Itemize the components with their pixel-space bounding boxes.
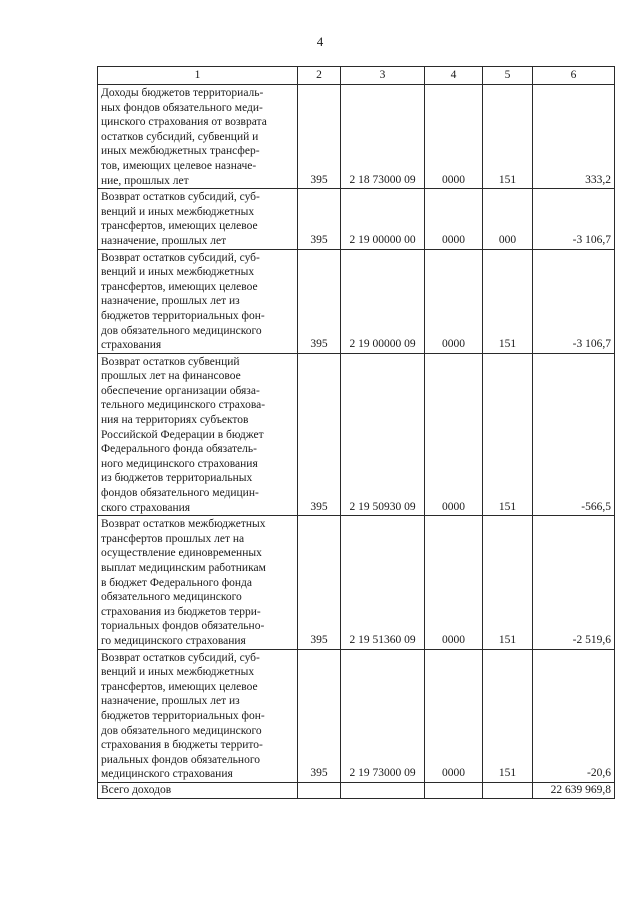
table-row	[98, 189, 615, 249]
column-header: 3	[341, 67, 425, 85]
administrator-code-cell: 395	[298, 353, 341, 516]
revenue-name-cell	[98, 85, 298, 189]
revenue-name-line: бюджетов территориальных фон-	[101, 709, 265, 722]
revenue-name-line: Возврат остатков субсидий, суб-	[101, 651, 260, 664]
revenue-name-line: Возврат остатков субсидий, суб-	[101, 251, 260, 264]
amount-cell: -566,5	[533, 353, 615, 516]
revenue-name-line: медицинского страхования	[101, 768, 233, 781]
revenue-name-line: остатков субсидий, субвенций и	[101, 130, 259, 143]
revenue-name-line: трансфертов, имеющих целевое	[101, 680, 258, 693]
amount-cell: -3 106,7	[533, 249, 615, 353]
revenue-name-line: страхования в бюджеты террито-	[101, 739, 263, 752]
economic-code-cell: 151	[483, 353, 533, 516]
revenue-name-line: назначение, прошлых лет	[101, 234, 227, 247]
economic-code-cell: 000	[483, 189, 533, 249]
program-code-cell: 0000	[425, 249, 483, 353]
economic-code-cell: 151	[483, 516, 533, 649]
empty-cell	[298, 782, 341, 798]
revenue-name-line: трансфертов прошлых лет на	[101, 532, 245, 545]
empty-cell	[341, 782, 425, 798]
revenue-name-line: дов обязательного медицинского	[101, 324, 262, 337]
revenue-code-cell: 2 19 50930 09	[341, 353, 425, 516]
column-header: 4	[425, 67, 483, 85]
revenue-name-line: Возврат остатков субвенций	[101, 355, 240, 368]
revenue-name-line: фондов обязательного медицин-	[101, 487, 259, 500]
revenue-code-cell: 2 19 51360 09	[341, 516, 425, 649]
revenue-name-line: ториальных фондов обязательно-	[101, 620, 265, 633]
program-code-cell: 0000	[425, 189, 483, 249]
revenue-name-line: Федерального фонда обязатель-	[101, 443, 257, 456]
revenue-name-line: назначение, прошлых лет из	[101, 695, 240, 708]
administrator-code-cell: 395	[298, 649, 341, 782]
revenue-name-line: иных межбюджетных трансфер-	[101, 145, 260, 158]
revenue-code-cell: 2 19 00000 00	[341, 189, 425, 249]
administrator-code-cell: 395	[298, 85, 341, 189]
administrator-code-cell: 395	[298, 189, 341, 249]
total-label: Всего доходов	[98, 782, 298, 798]
revenue-code-cell: 2 19 00000 09	[341, 249, 425, 353]
revenue-name-line: осуществление единовременных	[101, 547, 262, 560]
revenue-name-line: дов обязательного медицинского	[101, 724, 262, 737]
economic-code-cell: 151	[483, 85, 533, 189]
column-header: 2	[298, 67, 341, 85]
revenue-name-line: ния на территориях субъектов	[101, 414, 249, 427]
revenue-name-line: Возврат остатков субсидий, суб-	[101, 191, 260, 204]
revenue-name-line: прошлых лет на финансовое	[101, 370, 241, 383]
revenue-code-cell: 2 18 73000 09	[341, 85, 425, 189]
revenue-name-line: страхования	[101, 339, 162, 352]
revenue-name-line: бюджетов территориальных фон-	[101, 309, 265, 322]
total-row	[98, 782, 615, 798]
revenue-name-line: выплат медицинским работникам	[101, 562, 266, 574]
revenue-name-line: обеспечение организации обяза-	[101, 384, 260, 397]
program-code-cell: 0000	[425, 516, 483, 649]
revenue-name-line: ского страхования	[101, 501, 191, 514]
revenue-name-cell	[98, 249, 298, 353]
revenue-name-line: риальных фондов обязательного	[101, 753, 261, 766]
revenue-name-line: из бюджетов территориальных	[101, 472, 253, 485]
total-amount: 22 639 969,8	[533, 782, 615, 798]
revenue-name-line: цинского страхования от возврата	[101, 116, 267, 129]
table-header-row	[98, 67, 615, 85]
page-number: 4	[316, 34, 324, 49]
revenue-name-line: ние, прошлых лет	[101, 174, 189, 187]
table-row	[98, 85, 615, 189]
revenue-name-line: ных фондов обязательного меди-	[101, 101, 263, 114]
administrator-code-cell: 395	[298, 516, 341, 649]
revenue-name-line: го медицинского страхования	[101, 634, 246, 647]
amount-cell: -20,6	[533, 649, 615, 782]
column-header: 5	[483, 67, 533, 85]
revenue-name-cell	[98, 353, 298, 516]
program-code-cell: 0000	[425, 85, 483, 189]
column-header: 6	[533, 67, 615, 85]
empty-cell	[483, 782, 533, 798]
revenue-name-line: Российской Федерации в бюджет	[101, 428, 264, 441]
revenue-name-cell	[98, 649, 298, 782]
economic-code-cell: 151	[483, 649, 533, 782]
revenue-name-cell	[98, 516, 298, 649]
revenue-name-line: венций и иных межбюджетных	[101, 266, 255, 279]
table-row	[98, 249, 615, 353]
revenue-name-line: в бюджет Федерального фонда	[101, 576, 253, 589]
revenue-name-cell	[98, 189, 298, 249]
amount-cell: -3 106,7	[533, 189, 615, 249]
program-code-cell: 0000	[425, 649, 483, 782]
revenue-name-line: тельного медицинского страхова-	[101, 399, 266, 412]
economic-code-cell: 151	[483, 249, 533, 353]
revenue-name-line: ного медицинского страхования	[101, 457, 258, 470]
revenue-name-line: венций и иных межбюджетных	[101, 666, 255, 679]
table-row	[98, 353, 615, 516]
revenue-name-line: обязательного медицинского	[101, 591, 242, 604]
revenue-name-line: венций и иных межбюджетных	[101, 205, 255, 218]
revenue-name-line: Доходы бюджетов территориаль-	[101, 87, 264, 99]
revenue-name-line: страхования из бюджетов терри-	[101, 605, 261, 618]
program-code-cell: 0000	[425, 353, 483, 516]
empty-cell	[425, 782, 483, 798]
administrator-code-cell: 395	[298, 249, 341, 353]
table-row	[98, 516, 615, 649]
column-header: 1	[98, 67, 298, 85]
revenue-table	[97, 66, 615, 799]
table-row	[98, 649, 615, 782]
revenue-name-line: тов, имеющих целевое назначе-	[101, 159, 257, 172]
revenue-name-line: назначение, прошлых лет из	[101, 295, 240, 308]
revenue-name-line: трансфертов, имеющих целевое	[101, 280, 258, 293]
revenue-name-line: трансфертов, имеющих целевое	[101, 220, 258, 233]
amount-cell: 333,2	[533, 85, 615, 189]
revenue-code-cell: 2 19 73000 09	[341, 649, 425, 782]
revenue-name-line: Возврат остатков межбюджетных	[101, 518, 266, 531]
amount-cell: -2 519,6	[533, 516, 615, 649]
